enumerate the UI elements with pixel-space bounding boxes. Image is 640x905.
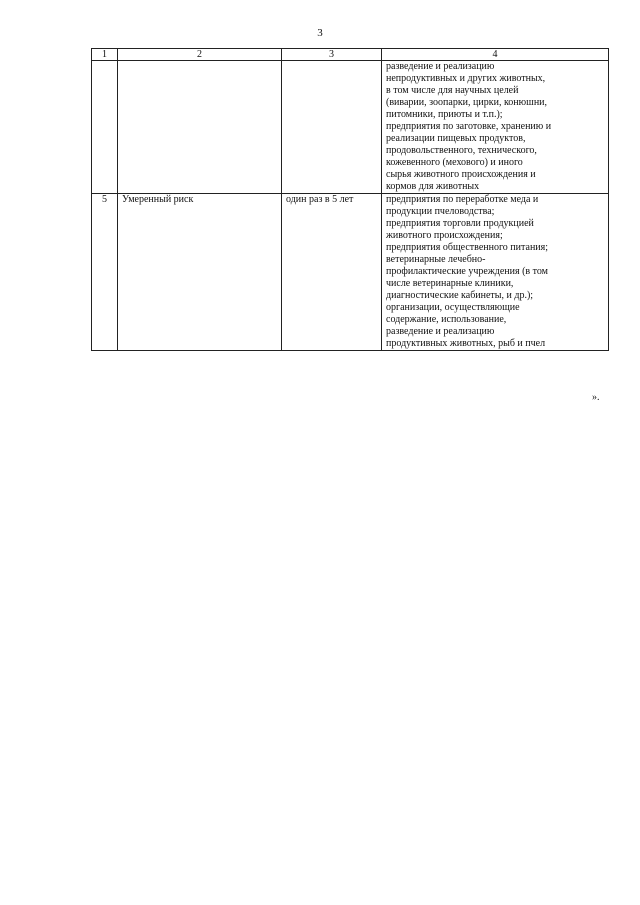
page-number: 3 (317, 27, 323, 39)
risk-table (91, 48, 609, 351)
row-number (92, 61, 118, 194)
description-line: диагностические кабинеты, и др.); (386, 290, 534, 301)
description-line: продовольственного, технического, (386, 145, 537, 156)
description-line: содержание, использование, (386, 314, 507, 325)
description-line: кормов для животных (386, 181, 480, 192)
description-line: предприятия по заготовке, хранению и (386, 121, 552, 132)
description-line: (виварии, зоопарки, цирки, конюшни, (386, 97, 548, 108)
object-description (382, 61, 609, 194)
description-line: числе ветеринарные клиники, (386, 278, 514, 289)
table-row (92, 61, 609, 194)
description-line: продукции пчеловодства; (386, 206, 495, 217)
description-line: животного происхождения; (386, 230, 503, 241)
description-line: питомники, приюты и т.п.); (386, 109, 503, 120)
description-line: разведение и реализацию (386, 326, 495, 337)
description-line: профилактические учреждения (в том (386, 266, 548, 277)
table-row (92, 194, 609, 351)
description-line: кожевенного (мехового) и иного (386, 157, 523, 168)
description-line: ветеринарные лечебно- (386, 254, 486, 265)
description-line: в том числе для научных целей (386, 85, 519, 96)
description-line: предприятия общественного питания; (386, 242, 549, 253)
risk-category (118, 61, 282, 194)
closing-quote-mark: ». (592, 392, 600, 403)
header-col-2: 2 (118, 49, 282, 61)
header-col-1: 1 (92, 49, 118, 61)
header-row (92, 49, 609, 61)
description-line: организации, осуществляющие (386, 302, 520, 313)
description-line: реализации пищевых продуктов, (386, 133, 526, 144)
description-line: продуктивных животных, рыб и пчел (386, 338, 546, 349)
inspection-frequency (282, 61, 382, 194)
header-col-4: 4 (382, 49, 609, 61)
header-col-3: 3 (282, 49, 382, 61)
description-line: сырья животного происхождения и (386, 169, 536, 180)
description-line: разведение и реализацию (386, 61, 495, 72)
object-description (382, 194, 609, 351)
description-line: предприятия по переработке меда и (386, 194, 539, 205)
row-number: 5 (92, 194, 118, 351)
description-line: непродуктивных и других животных, (386, 73, 546, 84)
risk-category: Умеренный риск (118, 194, 282, 351)
inspection-frequency: один раз в 5 лет (282, 194, 382, 351)
description-line: предприятия торговли продукцией (386, 218, 534, 229)
